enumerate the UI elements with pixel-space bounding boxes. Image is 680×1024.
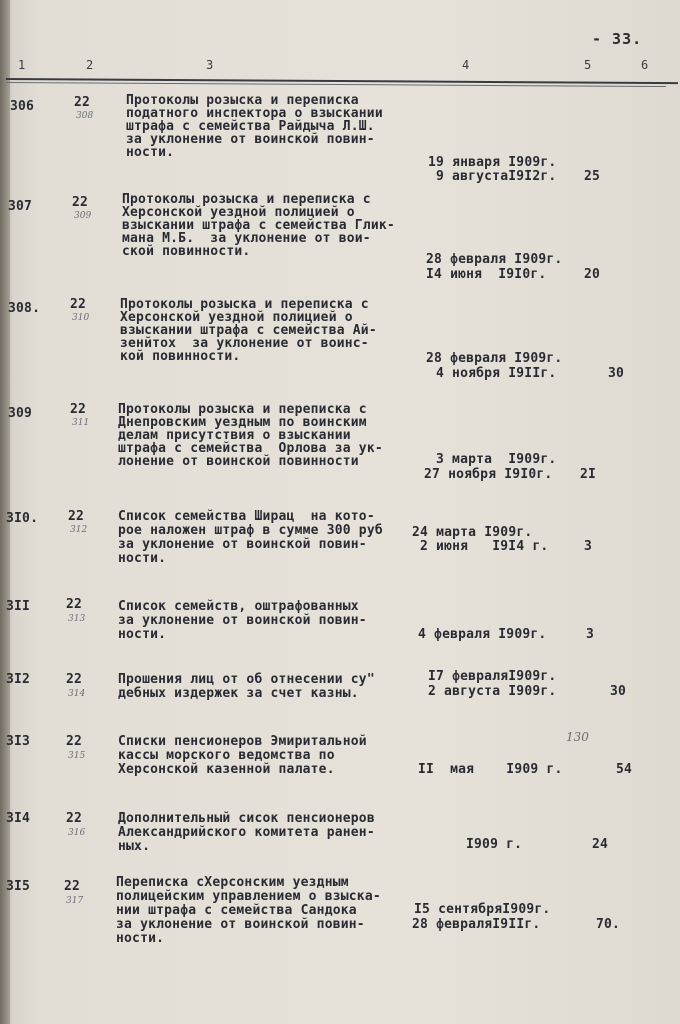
row-309-old-number: 22	[70, 402, 87, 417]
row-312-desc-2: дебных издержек за счет казны.	[118, 686, 359, 701]
row-308-number: 308.	[8, 301, 41, 316]
row-313-date-1: II мая I909 г.	[418, 762, 563, 777]
row-306-desc-5: ности.	[126, 145, 175, 160]
row-309-date-2: 27 ноября I9I0г.	[424, 467, 553, 482]
row-307-number: 307	[8, 199, 33, 214]
row-309-date-1: 3 марта I909г.	[436, 452, 557, 467]
row-311-handwritten-number: 313	[68, 614, 86, 624]
row-312-date-1: I7 февраляI909г.	[428, 669, 557, 684]
row-306-pages: 25	[584, 169, 601, 184]
row-308-desc-4: зенйтох за уклонение от воинс-	[120, 336, 369, 351]
row-315-number: 3I5	[6, 879, 31, 894]
row-313-handwritten-number: 315	[68, 751, 86, 761]
row-308-desc-1: Протоколы розыска и переписка с	[120, 297, 369, 312]
row-310-desc-4: ности.	[118, 551, 167, 566]
row-309-desc-3: делам присутствия о взыскании	[118, 428, 351, 443]
row-309-desc-1: Протоколы розыска и переписка с	[118, 402, 367, 417]
row-309-desc-5: лонение от воинской повинности	[118, 454, 359, 469]
row-312-handwritten-number: 314	[68, 689, 86, 699]
row-315-handwritten-number: 317	[66, 896, 84, 906]
row-313-pages: 54	[616, 762, 633, 777]
row-315-date-2: 28 февраляI9IIг.	[412, 917, 541, 932]
row-311-desc-1: Список семейств, оштрафованных	[118, 599, 359, 614]
row-315-desc-2: полицейским управлением о взыска-	[116, 889, 381, 904]
row-308-old-number: 22	[70, 297, 87, 312]
row-308-pages: 30	[608, 366, 625, 381]
row-307-desc-1: Протоколы розыска и переписка с	[122, 192, 371, 207]
row-307-desc-4: мана М.Б. за уклонение от вои-	[122, 231, 371, 246]
row-306-date-1: 19 января I909г.	[428, 155, 557, 170]
row-311-old-number: 22	[66, 597, 83, 612]
row-312-pages: 30	[610, 684, 627, 699]
row-308-date-1: 28 февраля I909г.	[426, 351, 563, 366]
row-310-old-number: 22	[68, 509, 85, 524]
row-315-desc-5: ности.	[116, 931, 165, 946]
row-313-desc-3: Херсонской казенной палате.	[118, 762, 335, 777]
row-312-number: 3I2	[6, 672, 31, 687]
row-314-date-1: I909 г.	[466, 837, 523, 852]
row-312-date-2: 2 августа I909г.	[428, 684, 557, 699]
row-309-desc-2: Днепровским уездным по воинским	[118, 415, 367, 430]
row-313-number: 3I3	[6, 734, 31, 749]
row-306-desc-3: штрафа с семейства Райдыча Л.Ш.	[126, 119, 375, 134]
column-header-3: 3	[206, 58, 214, 72]
row-311-pages: 3	[586, 627, 595, 642]
row-310-number: 3I0.	[6, 511, 39, 526]
page-number: - 33.	[592, 30, 643, 48]
row-307-desc-3: взыскании штрафа с семейства Глик-	[122, 218, 395, 233]
row-308-desc-5: кой повинности.	[120, 349, 241, 364]
row-313-desc-2: кассы морского ведомства по	[118, 748, 335, 763]
row-306-desc-4: за уклонение от воинской повин-	[126, 132, 375, 147]
row-307-old-number: 22	[72, 195, 89, 210]
row-312-desc-1: Прошения лиц от об отнесении су"	[118, 672, 375, 687]
row-315-pages: 70.	[596, 917, 621, 932]
row-309-handwritten-number: 311	[72, 418, 90, 428]
row-311-date-1: 4 февраля I909г.	[418, 627, 547, 642]
row-313-handwritten-note: 130	[566, 730, 589, 744]
row-313-desc-1: Списки пенсионеров Эмиритальной	[118, 734, 367, 749]
row-315-desc-3: нии штрафа с семейства Сандока	[116, 903, 357, 918]
row-311-desc-3: ности.	[118, 627, 167, 642]
row-315-old-number: 22	[64, 879, 81, 894]
row-311-number: 3II	[6, 599, 31, 614]
row-306-desc-2: податного инспектора о взыскании	[126, 106, 383, 121]
row-314-handwritten-number: 316	[68, 828, 86, 838]
row-314-pages: 24	[592, 837, 609, 852]
row-314-desc-1: Дополнительный сисок пенсионеров	[118, 811, 375, 826]
row-308-desc-3: взыскании штрафа с семейства Ай-	[120, 323, 377, 338]
row-310-desc-3: за уклонение от воинской повин-	[118, 537, 367, 552]
column-header-2: 2	[86, 58, 94, 72]
row-307-date-1: 28 февраля I909г.	[426, 252, 563, 267]
column-header-6: 6	[641, 58, 649, 72]
row-306-date-2: 9 августаI9I2г.	[436, 169, 557, 184]
row-315-date-1: I5 сентябряI909г.	[414, 902, 551, 917]
row-310-desc-1: Список семейства Ширац на кото-	[118, 509, 375, 524]
row-312-old-number: 22	[66, 672, 83, 687]
row-307-pages: 20	[584, 267, 601, 282]
row-308-handwritten-number: 310	[72, 313, 90, 323]
column-header-1: 1	[18, 58, 26, 72]
row-310-pages: 3	[584, 539, 593, 554]
row-307-handwritten-number: 309	[74, 211, 92, 221]
row-310-desc-2: рое наложен штраф в сумме 300 руб	[118, 523, 383, 538]
row-307-date-2: I4 июня I9I0г.	[426, 267, 547, 282]
row-307-desc-5: ской повинности.	[122, 244, 251, 259]
row-314-number: 3I4	[6, 811, 31, 826]
row-309-pages: 2I	[580, 467, 597, 482]
row-311-desc-2: за уклонение от воинской повин-	[118, 613, 367, 628]
column-header-4: 4	[462, 58, 470, 72]
row-309-number: 309	[8, 406, 33, 421]
row-310-handwritten-number: 312	[70, 525, 88, 535]
row-308-desc-2: Херсонской уездной полицией о	[120, 310, 353, 325]
row-306-number: 306	[10, 99, 35, 114]
row-314-old-number: 22	[66, 811, 83, 826]
row-306-desc-1: Протоколы розыска и переписка	[126, 93, 359, 108]
row-310-date-2: 2 июня I9I4 г.	[420, 539, 549, 554]
row-314-desc-3: ных.	[118, 839, 151, 854]
column-header-5: 5	[584, 58, 592, 72]
row-309-desc-4: штрафа с семейства Орлова за ук-	[118, 441, 383, 456]
row-307-desc-2: Херсонской уездной полицией о	[122, 205, 355, 220]
row-306-old-number: 22	[74, 95, 91, 110]
row-306-handwritten-number: 308	[76, 111, 94, 121]
row-313-old-number: 22	[66, 734, 83, 749]
row-315-desc-1: Переписка сХерсонским уездным	[116, 875, 349, 890]
row-315-desc-4: за уклонение от воинской повин-	[116, 917, 365, 932]
row-310-date-1: 24 марта I909г.	[412, 525, 533, 540]
row-314-desc-2: Александрийского комитета ранен-	[118, 825, 375, 840]
row-308-date-2: 4 ноября I9IIг.	[436, 366, 557, 381]
